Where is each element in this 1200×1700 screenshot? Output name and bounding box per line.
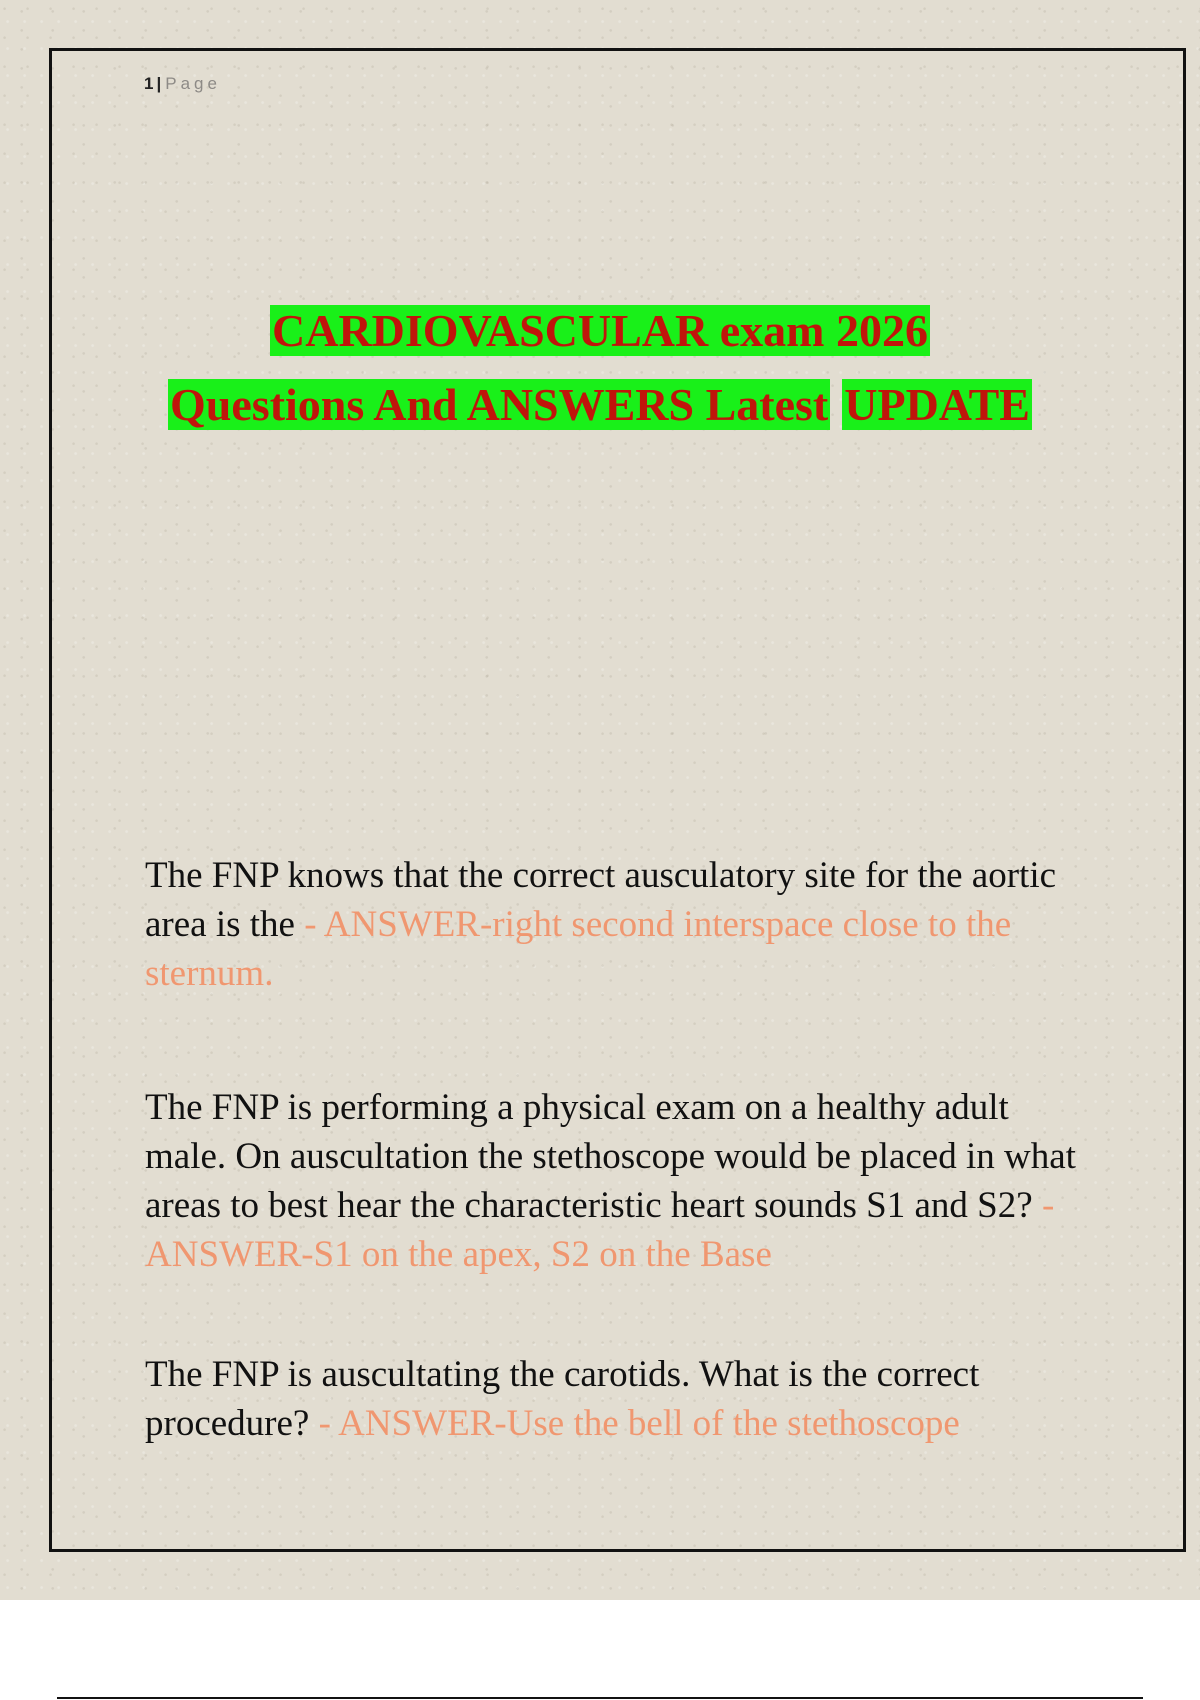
qa-item-2	[145, 1083, 1090, 1279]
page-label: Page	[165, 74, 221, 93]
answer-text: - ANSWER-Use the bell of the stethoscope	[318, 1403, 960, 1444]
question-text: The FNP knows that the correct ausculatory site for the aortic area is the	[145, 855, 1057, 945]
answer-text: - ANSWER-right second interspace close to the sternum.	[145, 904, 1012, 994]
question-text: The FNP is auscultating the carotids. What is the correct procedure?	[145, 1354, 980, 1444]
page-number: 1	[144, 74, 155, 93]
answer-text: - ANSWER-S1 on the apex, S2 on the Base	[145, 1185, 1055, 1275]
qa-item-3	[145, 1350, 1090, 1448]
document-title-line-1	[0, 303, 1200, 359]
page-number-header	[144, 74, 221, 94]
title-highlight-2b: UPDATE	[844, 379, 1030, 430]
page-border	[49, 48, 1186, 1552]
page-number-separator: |	[156, 74, 163, 93]
question-text: The FNP is performing a physical exam on a healthy adult male. On auscultation the stethoscope would be placed in what areas to best hear the characteristic heart sounds S1 and S2?	[145, 1087, 1076, 1226]
title-highlight-1: CARDIOVASCULAR exam 2026	[272, 305, 928, 356]
title-highlight-2a: Questions And ANSWERS Latest	[170, 379, 829, 430]
footer-divider	[57, 1697, 1143, 1699]
document-title-line-2	[0, 377, 1200, 433]
qa-item-1	[145, 851, 1090, 998]
